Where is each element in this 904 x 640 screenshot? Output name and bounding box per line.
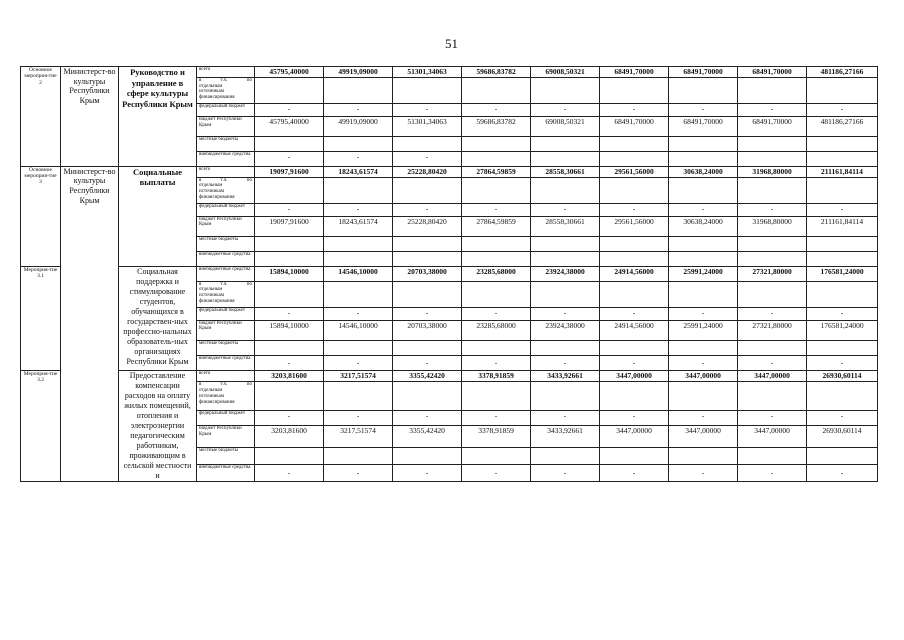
amount-cell: - (462, 464, 531, 481)
amount-cell (393, 136, 462, 151)
amount-cell: - (600, 203, 669, 216)
amount-cell: 51301,34063 (393, 67, 462, 78)
amount-cell: - (600, 355, 669, 370)
amount-cell (462, 177, 531, 203)
funding-source (197, 136, 255, 151)
amount-cell: - (255, 203, 324, 216)
table-row (21, 67, 878, 78)
amount-cell: 68491,70000 (738, 116, 807, 136)
amount-cell: - (669, 103, 738, 116)
amount-cell (600, 177, 669, 203)
amount-cell: 3378,91859 (462, 425, 531, 447)
amount-cell: 481186,27166 (807, 116, 878, 136)
amount-cell: 31968,80000 (738, 216, 807, 236)
funding-source (197, 320, 255, 340)
amount-cell: 15894,10000 (255, 266, 324, 281)
amount-cell: - (324, 411, 393, 425)
amount-cell: 20703,38000 (393, 266, 462, 281)
amount-cell: 18243,61574 (324, 166, 393, 177)
amount-cell (807, 236, 878, 251)
amount-cell (393, 281, 462, 307)
amount-cell (669, 251, 738, 266)
funding-source-line: финансирования (199, 95, 235, 100)
table-row (21, 166, 878, 177)
amount-cell (807, 136, 878, 151)
amount-cell: 24914,56000 (600, 266, 669, 281)
amount-cell (669, 281, 738, 307)
amount-cell: - (393, 464, 462, 481)
amount-cell (462, 340, 531, 355)
amount-cell: 3447,00000 (738, 425, 807, 447)
amount-cell (462, 236, 531, 251)
amount-cell: 3355,42420 (393, 370, 462, 382)
amount-cell (600, 77, 669, 103)
funding-source (197, 203, 255, 216)
funding-source-line: в т.ч. по (199, 77, 252, 83)
amount-cell: - (393, 151, 462, 166)
amount-cell: 27864,59859 (462, 216, 531, 236)
funding-source-line: в т.ч. по (199, 281, 252, 287)
amount-cell: 3447,00000 (669, 425, 738, 447)
amount-cell (531, 382, 600, 411)
amount-cell (255, 448, 324, 465)
amount-cell: 26930,60114 (807, 370, 878, 382)
amount-cell: - (669, 307, 738, 320)
funding-source (197, 266, 255, 281)
amount-cell: - (807, 355, 878, 370)
amount-cell (393, 177, 462, 203)
amount-cell: - (738, 203, 807, 216)
amount-cell: 3447,00000 (600, 370, 669, 382)
amount-cell: - (807, 203, 878, 216)
amount-cell (462, 251, 531, 266)
funding-source-line: финансирования (199, 298, 235, 304)
amount-cell: - (600, 103, 669, 116)
amount-cell: 28558,30661 (531, 166, 600, 177)
amount-cell (738, 151, 807, 166)
amount-cell (393, 77, 462, 103)
event-code: Мероприя-тие 3.2 (21, 370, 61, 481)
amount-cell: - (324, 203, 393, 216)
amount-cell (255, 281, 324, 307)
amount-cell: 3433,92661 (531, 370, 600, 382)
funding-source-label: внебюджетные средства (199, 355, 251, 361)
budget-table-wrap (20, 66, 876, 482)
amount-cell: - (600, 411, 669, 425)
amount-cell (531, 177, 600, 203)
funding-source-label: внебюджетные средства (199, 266, 251, 272)
amount-cell: 23924,38000 (531, 320, 600, 340)
amount-cell (462, 136, 531, 151)
funding-source (197, 448, 255, 465)
funding-source (197, 425, 255, 447)
amount-cell (600, 340, 669, 355)
funding-source (197, 281, 255, 307)
funding-source-label: внебюджетные средства (199, 151, 251, 157)
amount-cell: 68491,70000 (600, 67, 669, 78)
funding-source-label: местные бюджеты (199, 448, 239, 454)
amount-cell: 25228,80420 (393, 216, 462, 236)
amount-cell: 30638,24000 (669, 216, 738, 236)
amount-cell (738, 77, 807, 103)
amount-cell (738, 382, 807, 411)
amount-cell (255, 77, 324, 103)
amount-cell: - (393, 355, 462, 370)
amount-cell: - (807, 103, 878, 116)
amount-cell: 3217,51574 (324, 370, 393, 382)
amount-cell (807, 448, 878, 465)
amount-cell (600, 382, 669, 411)
amount-cell: 3447,00000 (738, 370, 807, 382)
amount-cell (531, 448, 600, 465)
funding-source-label: внебюджетные средства (199, 251, 251, 257)
amount-cell: 29561,56000 (600, 166, 669, 177)
amount-cell: - (393, 203, 462, 216)
amount-cell: 176581,24000 (807, 320, 878, 340)
amount-cell: - (669, 355, 738, 370)
funding-source-label: федеральный бюджет (199, 307, 246, 313)
amount-cell (738, 136, 807, 151)
funding-source-line: отдельным (199, 83, 223, 89)
amount-cell: - (255, 103, 324, 116)
amount-cell: - (738, 103, 807, 116)
amount-cell (324, 77, 393, 103)
funding-source-line: источникам (199, 293, 224, 298)
amount-cell (393, 340, 462, 355)
amount-cell (324, 177, 393, 203)
funding-source-line: отдельным (199, 388, 223, 394)
amount-cell: - (738, 355, 807, 370)
amount-cell: 45795,40000 (255, 116, 324, 136)
amount-cell: 19097,91600 (255, 216, 324, 236)
amount-cell (462, 281, 531, 307)
amount-cell: 68491,70000 (738, 67, 807, 78)
funding-source (197, 307, 255, 320)
amount-cell: 3217,51574 (324, 425, 393, 447)
amount-cell (324, 251, 393, 266)
funding-source-label: федеральный бюджет (199, 203, 246, 209)
funding-source (197, 77, 255, 103)
funding-source (197, 464, 255, 481)
amount-cell: 51301,34063 (393, 116, 462, 136)
funding-source (197, 116, 255, 136)
amount-cell: 27321,80000 (738, 320, 807, 340)
amount-cell: - (531, 355, 600, 370)
amount-cell (738, 448, 807, 465)
amount-cell (807, 151, 878, 166)
amount-cell (324, 340, 393, 355)
amount-cell: 3433,92661 (531, 425, 600, 447)
amount-cell (324, 236, 393, 251)
amount-cell (600, 251, 669, 266)
amount-cell (393, 251, 462, 266)
amount-cell (738, 236, 807, 251)
amount-cell (324, 281, 393, 307)
funding-source-label: бюджет Республики Крым (199, 320, 242, 332)
amount-cell: 25991,24000 (669, 320, 738, 340)
amount-cell: - (324, 307, 393, 320)
funding-source-label: федеральный бюджет (199, 411, 246, 417)
amount-cell: 3355,42420 (393, 425, 462, 447)
amount-cell: 211161,84114 (807, 216, 878, 236)
amount-cell (324, 136, 393, 151)
amount-cell: 3378,91859 (462, 370, 531, 382)
amount-cell (255, 236, 324, 251)
amount-cell: 59686,83782 (462, 67, 531, 78)
amount-cell: 27321,80000 (738, 266, 807, 281)
amount-cell: 69008,50321 (531, 67, 600, 78)
amount-cell (393, 236, 462, 251)
amount-cell (738, 340, 807, 355)
amount-cell: - (255, 307, 324, 320)
amount-cell: 176581,24000 (807, 266, 878, 281)
table-row (21, 266, 878, 281)
amount-cell (462, 151, 531, 166)
event-code: Мероприя-тие 3.1 (21, 266, 61, 370)
funding-source (197, 103, 255, 116)
funding-source-line: отдельным (199, 183, 223, 189)
amount-cell: 20703,38000 (393, 320, 462, 340)
event-name: Предоставление компенсации расходов на оплату жилых помещений, отопления и электроэнергии педагогическим работникам, проживающим в сельской местности и (119, 370, 197, 481)
funding-source-label: федеральный бюджет (199, 103, 246, 109)
amount-cell: - (462, 103, 531, 116)
amount-cell (255, 382, 324, 411)
funding-source (197, 355, 255, 370)
funding-source-label: бюджет Республики Крым (199, 216, 242, 228)
amount-cell: 68491,70000 (669, 116, 738, 136)
amount-cell (462, 382, 531, 411)
amount-cell: 211161,84114 (807, 166, 878, 177)
funding-source-line: источникам (199, 393, 224, 399)
funding-source-line: финансирования (199, 399, 235, 405)
amount-cell: - (324, 151, 393, 166)
funding-source-label: всего (199, 166, 211, 172)
amount-cell: 23285,68000 (462, 320, 531, 340)
amount-cell: - (462, 203, 531, 216)
amount-cell (531, 236, 600, 251)
amount-cell: 15894,10000 (255, 320, 324, 340)
amount-cell: - (600, 307, 669, 320)
amount-cell: 24914,56000 (600, 320, 669, 340)
amount-cell (807, 382, 878, 411)
amount-cell (462, 448, 531, 465)
amount-cell (600, 281, 669, 307)
amount-cell (807, 340, 878, 355)
funding-source (197, 340, 255, 355)
amount-cell: 25991,24000 (669, 266, 738, 281)
amount-cell: 49919,09000 (324, 67, 393, 78)
amount-cell: 30638,24000 (669, 166, 738, 177)
amount-cell (669, 236, 738, 251)
funding-source (197, 411, 255, 425)
amount-cell: - (669, 464, 738, 481)
amount-cell: - (462, 355, 531, 370)
amount-cell: 3203,81600 (255, 370, 324, 382)
amount-cell: 27864,59859 (462, 166, 531, 177)
funding-source (197, 370, 255, 382)
amount-cell (255, 177, 324, 203)
amount-cell (600, 136, 669, 151)
amount-cell: 23285,68000 (462, 266, 531, 281)
amount-cell: 45795,40000 (255, 67, 324, 78)
amount-cell: 69008,50321 (531, 116, 600, 136)
responsible-org: Министерст-во культуры Республики Крым (61, 166, 119, 481)
event-name: Руководство и управление в сфере культуры Республики Крым (119, 67, 197, 167)
amount-cell (669, 177, 738, 203)
amount-cell: - (738, 307, 807, 320)
funding-source-label: всего (199, 67, 211, 72)
amount-cell: 29561,56000 (600, 216, 669, 236)
amount-cell (531, 151, 600, 166)
funding-source (197, 251, 255, 266)
amount-cell: 26930,60114 (807, 425, 878, 447)
amount-cell: 68491,70000 (600, 116, 669, 136)
amount-cell: 481186,27166 (807, 67, 878, 78)
event-code: Основное мероприя-тие 3 (21, 166, 61, 266)
amount-cell: 59686,83782 (462, 116, 531, 136)
amount-cell: - (531, 464, 600, 481)
amount-cell (393, 448, 462, 465)
funding-source-line: источникам (199, 189, 224, 194)
amount-cell: - (807, 307, 878, 320)
amount-cell (669, 448, 738, 465)
amount-cell: - (462, 307, 531, 320)
amount-cell (324, 382, 393, 411)
amount-cell: - (669, 411, 738, 425)
amount-cell: - (324, 103, 393, 116)
amount-cell (807, 281, 878, 307)
amount-cell (738, 281, 807, 307)
budget-table-body (21, 67, 878, 482)
amount-cell: - (393, 307, 462, 320)
amount-cell (807, 251, 878, 266)
amount-cell: - (738, 411, 807, 425)
amount-cell: 3447,00000 (669, 370, 738, 382)
amount-cell (738, 177, 807, 203)
amount-cell: - (393, 103, 462, 116)
responsible-org: Министерст-во культуры Республики Крым (61, 67, 119, 167)
amount-cell (393, 382, 462, 411)
table-row (21, 370, 878, 382)
amount-cell (738, 251, 807, 266)
funding-source-label: бюджет Республики Крым (199, 425, 242, 437)
amount-cell (669, 382, 738, 411)
event-code: Основное мероприя-тие 2 (21, 67, 61, 167)
funding-source-label: бюджет Республики Крым (199, 116, 242, 128)
funding-source-label: всего (199, 370, 211, 376)
funding-source (197, 216, 255, 236)
amount-cell (669, 340, 738, 355)
funding-source-line: в т.ч. по (199, 177, 252, 183)
amount-cell (807, 77, 878, 103)
amount-cell (600, 448, 669, 465)
amount-cell (255, 251, 324, 266)
amount-cell: - (600, 464, 669, 481)
funding-source-line: источникам (199, 89, 224, 95)
amount-cell: 19097,91600 (255, 166, 324, 177)
amount-cell (669, 151, 738, 166)
amount-cell (807, 177, 878, 203)
amount-cell (531, 136, 600, 151)
amount-cell: - (462, 411, 531, 425)
funding-source-label: местные бюджеты (199, 136, 239, 142)
amount-cell: 49919,09000 (324, 116, 393, 136)
amount-cell: - (669, 203, 738, 216)
funding-source-line: отдельным (199, 287, 223, 293)
funding-source-label: внебюджетные средства (199, 464, 251, 470)
event-name: Социальная поддержка и стимулирование студентов, обучающихся в государствен-ных профессио-нальных образователь-ных организациях Республики Крым (119, 266, 197, 370)
amount-cell (531, 77, 600, 103)
amount-cell: 3203,81600 (255, 425, 324, 447)
amount-cell: 14546,10000 (324, 266, 393, 281)
amount-cell (600, 236, 669, 251)
amount-cell: - (324, 355, 393, 370)
amount-cell: - (738, 464, 807, 481)
amount-cell: - (531, 103, 600, 116)
funding-source (197, 67, 255, 78)
amount-cell (255, 340, 324, 355)
amount-cell (669, 77, 738, 103)
amount-cell: 3447,00000 (600, 425, 669, 447)
amount-cell: - (807, 464, 878, 481)
amount-cell: - (807, 411, 878, 425)
amount-cell (255, 136, 324, 151)
amount-cell (600, 151, 669, 166)
funding-source-line: в т.ч. по (199, 382, 252, 388)
amount-cell (531, 251, 600, 266)
amount-cell: - (393, 411, 462, 425)
amount-cell: 25228,80420 (393, 166, 462, 177)
amount-cell: - (255, 411, 324, 425)
funding-source (197, 166, 255, 177)
amount-cell: 68491,70000 (669, 67, 738, 78)
amount-cell: 28558,30661 (531, 216, 600, 236)
funding-source-label: местные бюджеты (199, 340, 239, 346)
amount-cell: - (255, 464, 324, 481)
amount-cell (531, 340, 600, 355)
amount-cell: 14546,10000 (324, 320, 393, 340)
event-name: Социальные выплаты (119, 166, 197, 266)
budget-table (20, 66, 878, 482)
amount-cell: - (531, 203, 600, 216)
amount-cell: - (324, 464, 393, 481)
amount-cell (462, 77, 531, 103)
amount-cell: - (531, 307, 600, 320)
funding-source (197, 236, 255, 251)
amount-cell (531, 281, 600, 307)
funding-source-line: финансирования (199, 194, 235, 200)
amount-cell: 23924,38000 (531, 266, 600, 281)
amount-cell: 18243,61574 (324, 216, 393, 236)
amount-cell: - (531, 411, 600, 425)
amount-cell (324, 448, 393, 465)
amount-cell (669, 136, 738, 151)
amount-cell: 31968,80000 (738, 166, 807, 177)
funding-source-label: местные бюджеты (199, 236, 239, 242)
amount-cell: - (255, 355, 324, 370)
funding-source (197, 177, 255, 203)
page-number: 51 (445, 36, 458, 51)
funding-source (197, 151, 255, 166)
amount-cell: - (255, 151, 324, 166)
funding-source (197, 382, 255, 411)
